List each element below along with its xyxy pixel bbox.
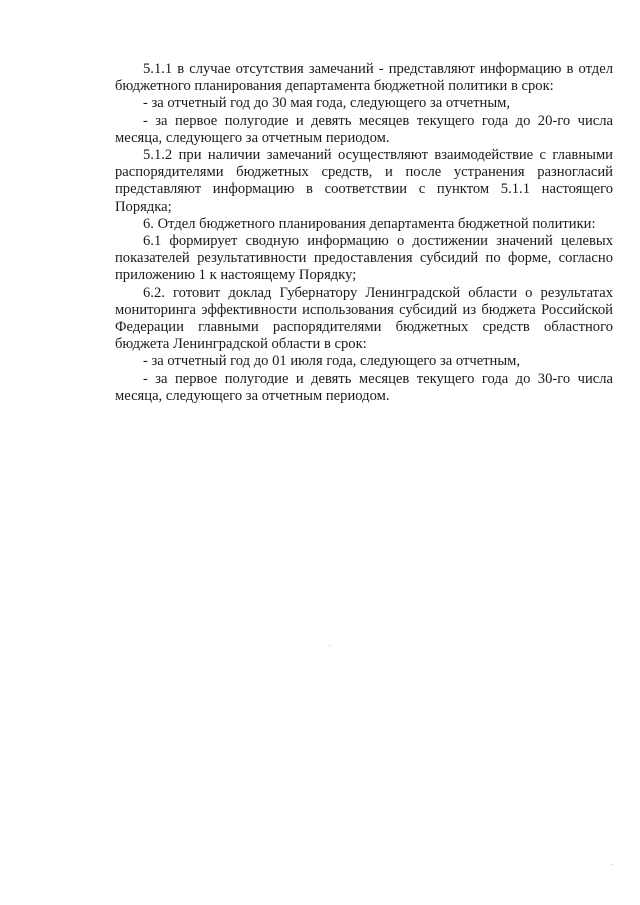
paragraph-5-1-2: 5.1.2 при наличии замечаний осуществляют взаимодействие с главными распорядителями бюджетных средств, и после устранения разногласий представляют информацию в соответствии с пунктом 5.1.1 настоящего Порядка; xyxy=(115,147,613,215)
paragraph-5-1-1-annual: - за отчетный год до 30 мая года, следующего за отчетным, xyxy=(143,95,511,112)
paragraph-6-2-annual: - за отчетный год до 01 июля года, следующего за отчетным, xyxy=(143,353,521,370)
paragraph-6: 6. Отдел бюджетного планирования департамента бюджетной политики: xyxy=(143,215,596,232)
paragraph-5-1-1: 5.1.1 в случае отсутствия замечаний - представляют информацию в отдел бюджетного планирования департамента бюджетной политики в срок: xyxy=(115,61,613,95)
scan-speck xyxy=(612,864,613,865)
paragraph-5-1-1-half-year: - за первое полугодие и девять месяцев текущего года до 20-го числа месяца, следующего за отчетным периодом. xyxy=(115,112,613,146)
document-page xyxy=(115,61,613,405)
paragraph-6-2-half-year: - за первое полугодие и девять месяцев текущего года до 30-го числа месяца, следующего за отчетным периодом. xyxy=(115,370,613,404)
paragraph-6-2: 6.2. готовит доклад Губернатору Ленинградской области о результатах мониторинга эффективности использования субсидий из бюджета Российской Федерации главными распорядителями бюджетных средств областного бюджета Ленинградской области в срок: xyxy=(115,284,613,353)
paragraph-6-1: 6.1 формирует сводную информацию о достижении значений целевых показателей результативности предоставления субсидий по форме, согласно приложению 1 к настоящему Порядку; xyxy=(115,233,613,284)
scan-speck xyxy=(329,645,330,646)
